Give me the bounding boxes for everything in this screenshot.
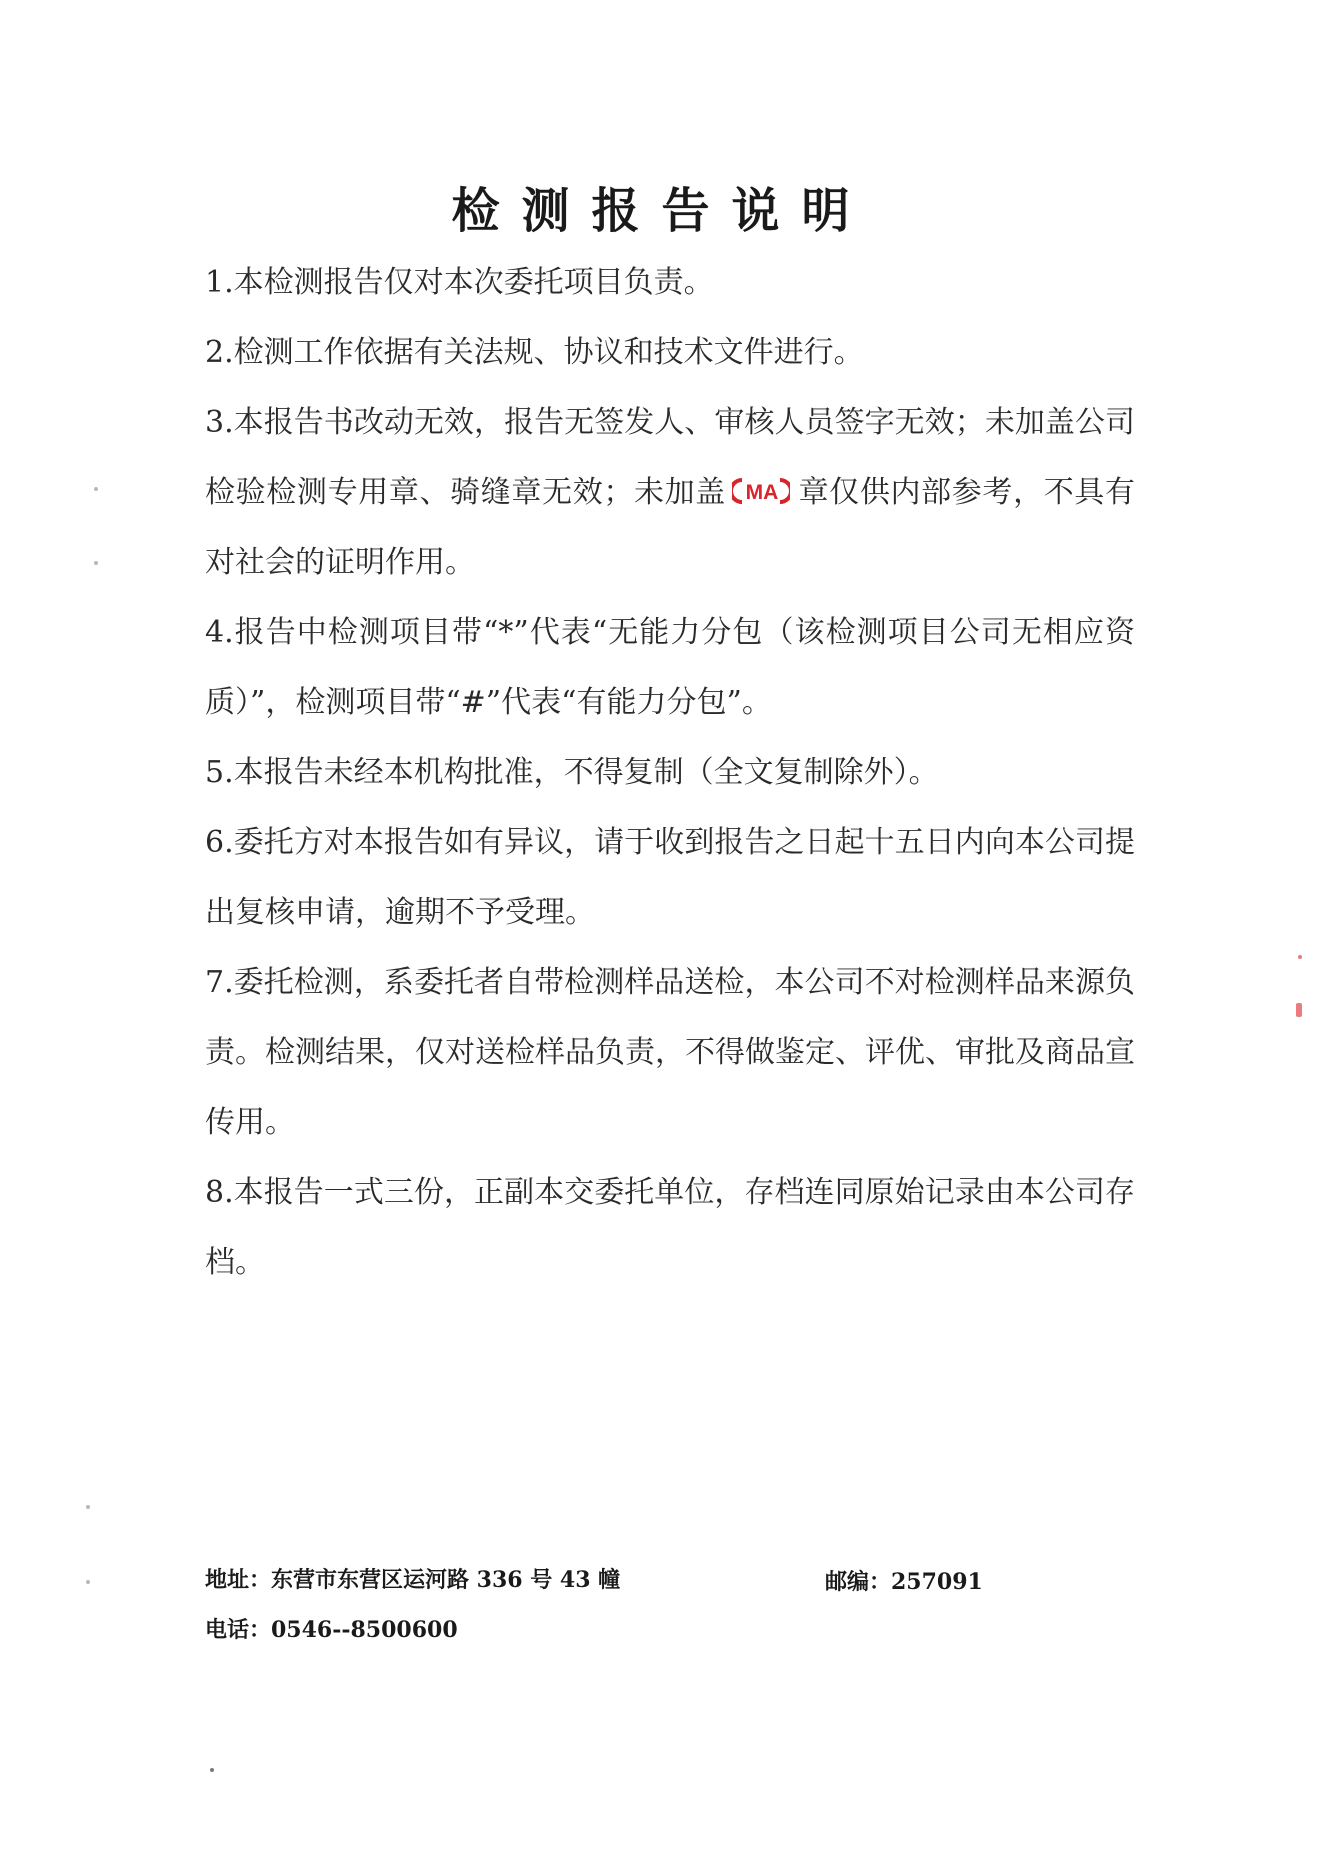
clause-5: 5.本报告未经本机构批准，不得复制（全文复制除外）。 <box>205 755 939 790</box>
clause-6: 6.委托方对本报告如有异议，请于收到报告之日起十五日内向本公司提出复核申请，逾期不予受理。 <box>205 825 1135 930</box>
scan-speck <box>94 487 98 491</box>
scan-speck <box>94 561 98 565</box>
scan-speck <box>1296 1003 1302 1017</box>
scan-speck <box>1298 955 1302 959</box>
clause-3-part-b: 章仅供内部参考，不具有对社会的证明作用。 <box>205 475 1136 580</box>
scan-speck <box>86 1580 90 1584</box>
clause-7: 7.委托检测，系委托者自带检测样品送检，本公司不对检测样品来源负责。检测结果，仅对送检样品负责，不得做鉴定、评优、审批及商品宣传用。 <box>205 965 1135 1140</box>
clause-1: 1.本检测报告仅对本次委托项目负责。 <box>205 265 714 300</box>
scan-speck <box>86 1505 90 1509</box>
clause-8: 8.本报告一式三份，正副本交委托单位，存档连同原始记录由本公司存档。 <box>205 1175 1135 1280</box>
footer-phone: 电话：0546--8500600 <box>205 1617 458 1643</box>
scan-speck <box>210 1768 214 1772</box>
clause-3 <box>205 388 1135 598</box>
cma-mark-icon <box>732 476 790 506</box>
page-title: 检测报告说明 <box>451 183 872 239</box>
clause-list <box>205 248 1135 1298</box>
clause-2: 2.检测工作依据有关法规、协议和技术文件进行。 <box>205 335 864 370</box>
clause-3-part-a: 3.本报告书改动无效，报告无签发人、审核人员签字无效；未加盖公司检验检测专用章、骑缝章无效；未加盖 <box>205 405 1135 510</box>
footer-address: 地址：东营市东营区运河路 336 号 43 幢 <box>205 1567 621 1593</box>
svg-text:MA: MA <box>745 481 779 504</box>
clause-4: 4.报告中检测项目带“*”代表“无能力分包（该检测项目公司无相应资质）”，检测项目带“#”代表“有能力分包”。 <box>205 615 1135 720</box>
footer-zipcode: 邮编：257091 <box>825 1569 983 1595</box>
